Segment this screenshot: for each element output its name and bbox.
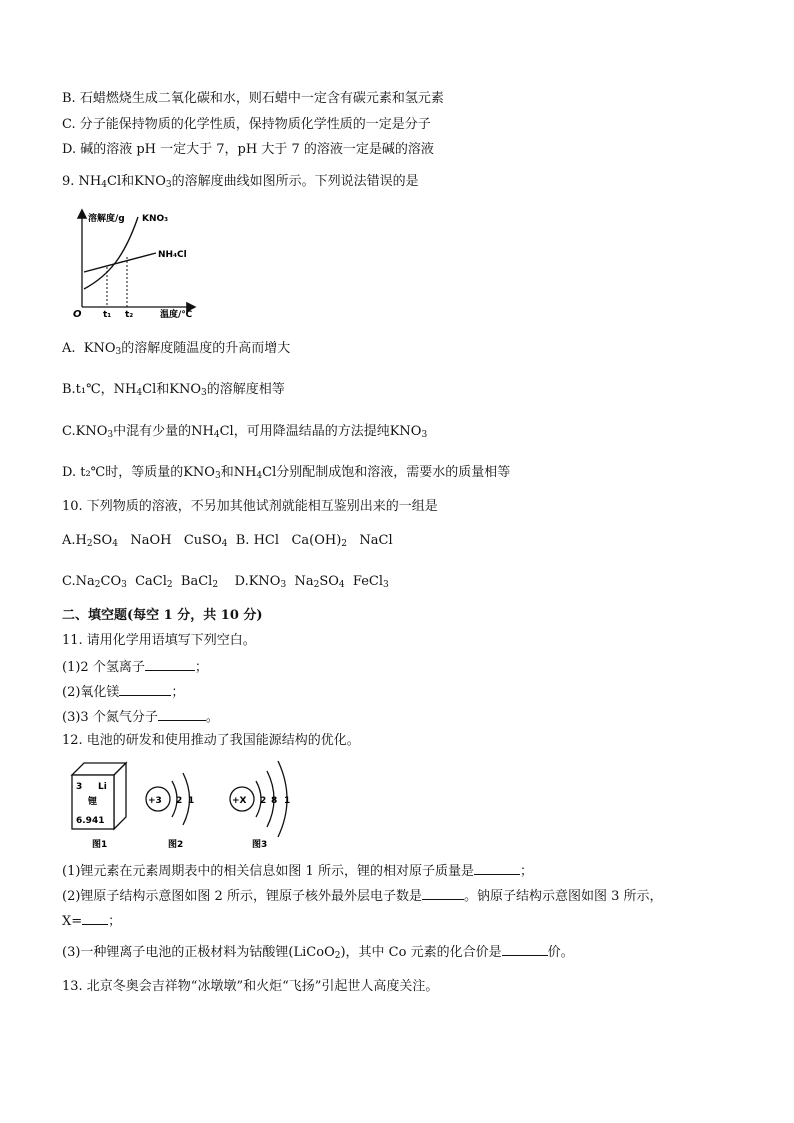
answer-blank[interactable] <box>422 886 464 900</box>
graph-t2: t₂ <box>125 310 134 320</box>
graph-origin: O <box>73 309 82 320</box>
fig2-nucleus: +3 <box>148 796 162 806</box>
answer-blank[interactable] <box>145 657 195 671</box>
q8-option-b: B. 石蜡燃烧生成二氧化碳和水，则石蜡中一定含有碳元素和氢元素 <box>62 91 444 106</box>
answer-blank[interactable] <box>474 861 520 875</box>
formula-nh4cl: $NH_4Cl$ <box>78 174 122 190</box>
q12-stem: 12. 电池的研发和使用推动了我国能源结构的优化。 <box>62 733 360 748</box>
fig2-e2: 1 <box>188 796 195 806</box>
element-card-figure <box>72 763 126 850</box>
q10-stem: 10. 下列物质的溶液，不另加其他试剂就能相互鉴别出来的一组是 <box>62 499 438 514</box>
q9-option-a: A. $KNO_3$的溶解度随温度的升高而增大 <box>62 341 291 357</box>
q8-option-c: C. 分子能保持物质的化学性质，保持物质化学性质的一定是分子 <box>62 117 431 132</box>
fig3-nucleus: +X <box>232 796 247 806</box>
series-label-kno3: KNO₃ <box>142 214 169 224</box>
q9-option-d: D. t₂℃时，等质量的$KNO_3$和$NH_4Cl$分别配制成饱和溶液，需要水的质量相等 <box>62 465 511 481</box>
fig3-caption: 图3 <box>252 840 268 850</box>
q11-stem: 11. 请用化学用语填写下列空白。 <box>62 633 256 648</box>
fig2-caption: 图2 <box>168 840 184 850</box>
q10-options-cd: $C.Na_2CO_3$ CaCl$_2$ BaCl$_2$ $D.KNO_3$ $Na_2SO_4$ FeCl$_3$ <box>62 574 389 590</box>
q12-part-3: (3)一种锂离子电池的正极材料为钴酸锂(LiCoO$_2$)，其中 Co 元素的化合价是 价。 <box>62 942 574 962</box>
q8-option-d: D. 碱的溶液 pH 一定大于 7，pH 大于 7 的溶液一定是碱的溶液 <box>62 142 434 157</box>
answer-blank[interactable] <box>502 942 548 956</box>
kno3-curve <box>84 217 138 289</box>
graph-t1: t₁ <box>103 310 112 320</box>
fig2-e1: 2 <box>176 796 183 806</box>
q12-part-2b: X= ； <box>62 911 121 931</box>
graph-x-label: 温度/℃ <box>160 310 193 320</box>
graph-y-label: 溶解度/g <box>88 214 125 224</box>
lithium-atom-diagram <box>146 773 194 850</box>
atom-figures <box>62 755 312 853</box>
q9-option-b: B.t₁℃，$NH_4Cl$和$KNO_3$的溶解度相等 <box>62 382 285 398</box>
q9-stem: 9. $NH_4Cl$和$KNO_3$的溶解度曲线如图所示。下列说法错误的是 <box>62 174 419 190</box>
q12-part-1: (1)锂元素在元素周期表中的相关信息如图 1 所示，锂的相对原子质量是 ； <box>62 861 533 881</box>
answer-blank[interactable] <box>158 707 206 721</box>
answer-blank[interactable] <box>119 682 171 696</box>
element-number: 3 <box>76 782 83 792</box>
section-2-title: 二、填空题(每空 1 分，共 10 分) <box>62 608 263 623</box>
element-symbol: Li <box>98 782 107 792</box>
solubility-graph <box>70 205 230 325</box>
formula-kno3: $KNO_3$ <box>134 174 172 190</box>
q11-item-3: (3)3 个氮气分子 。 <box>62 707 219 727</box>
q11-item-1: (1)2 个氢离子 ； <box>62 657 208 677</box>
sodium-atom-diagram <box>230 761 290 850</box>
q10-options-ab: $A.H_2SO_4$ NaOH CuSO$_4$ B. HCl $Ca(OH)_2$ NaCl <box>62 533 393 549</box>
q9-option-c: $C.KNO_3$中混有少量的$NH_4Cl$，可用降温结晶的方法提纯$KNO_3$ <box>62 424 428 440</box>
q12-part-2: (2)锂原子结构示意图如图 2 所示，锂原子核外最外层电子数是 。钠原子结构示意图如图 3 所示， <box>62 886 663 906</box>
q13-stem: 13. 北京冬奥会吉祥物“冰墩墩”和火炬“飞扬”引起世人高度关注。 <box>62 979 439 994</box>
series-label-nh4cl: NH₄Cl <box>158 250 187 260</box>
element-mass: 6.941 <box>76 816 105 826</box>
fig3-e2: 8 <box>271 796 278 806</box>
fig3-e1: 2 <box>260 796 267 806</box>
q11-item-2: (2)氧化镁 ； <box>62 682 184 702</box>
fig1-caption: 图1 <box>92 840 108 850</box>
element-name: 锂 <box>88 797 98 807</box>
fig3-e3: 1 <box>284 796 291 806</box>
answer-blank[interactable] <box>82 911 108 925</box>
